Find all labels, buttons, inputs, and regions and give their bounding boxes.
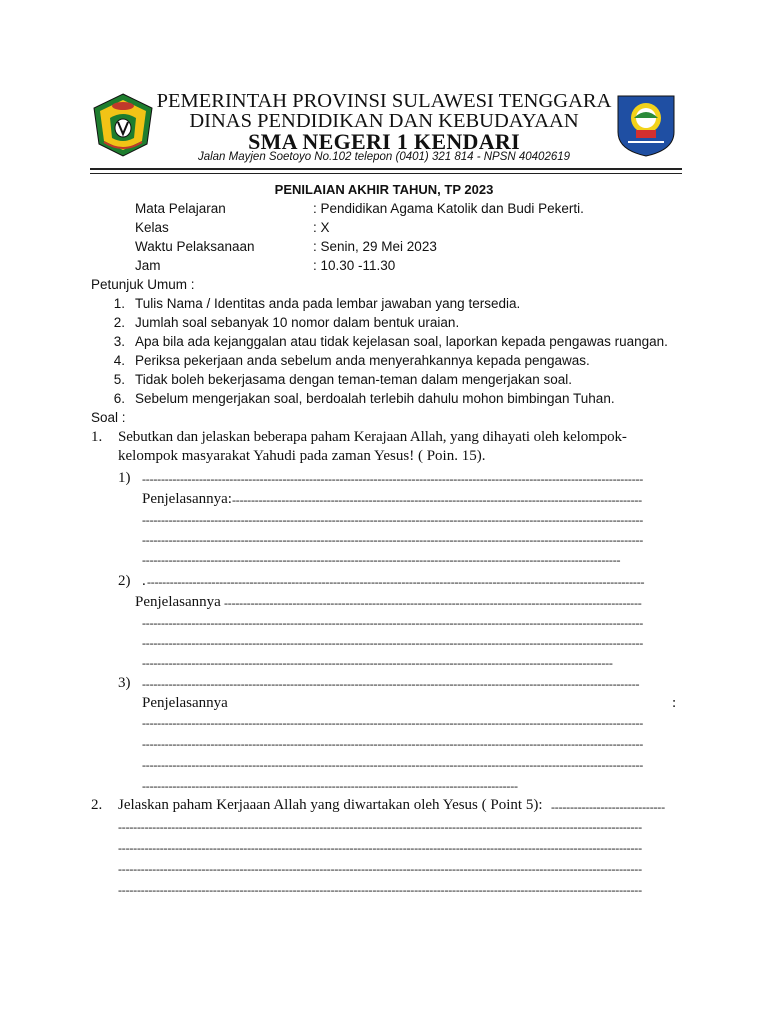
answer-line[interactable]: ------------------------------------------------------------------------------------------------------------------------------ bbox=[142, 553, 621, 567]
info-value-time: : 10.30 -11.30 bbox=[313, 258, 396, 273]
answer-line[interactable]: ------------------------------------------------------------------------------------------------------------------------------------------ bbox=[118, 862, 642, 876]
answer-line[interactable]: ------------------------------------------------------------------------------------------------------------------------------------ bbox=[142, 513, 644, 527]
instruction-number: 5. bbox=[113, 372, 125, 387]
answer-line[interactable]: ------------------------------------------------------------------------------------------------------------------------------------ bbox=[142, 533, 644, 547]
answer-line[interactable]: ------------------------------------------------------------------------------------------------------------------------------------ bbox=[142, 737, 644, 751]
info-label-class: Kelas bbox=[135, 220, 169, 235]
instruction-text: Jumlah soal sebanyak 10 nomor dalam bentuk uraian. bbox=[135, 315, 460, 330]
question-text-line: Jelaskan paham Kerjaaan Allah yang diwartakan oleh Yesus ( Point 5): bbox=[118, 797, 543, 813]
answer-line[interactable]: -------------------------------------------------------------------------------------------------------------- bbox=[224, 596, 642, 610]
instruction-text: Sebelum mengerjakan soal, berdoalah terlebih dahulu mohon bimbingan Tuhan. bbox=[135, 391, 615, 406]
instruction-text: Periksa pekerjaan anda sebelum anda menyerahkannya kepada pengawas. bbox=[135, 353, 590, 368]
info-value-class: : X bbox=[313, 220, 330, 235]
instruction-text: Apa bila ada kejanggalan atau tidak kejelasan soal, laporkan kepada pengawas ruangan. bbox=[135, 334, 668, 349]
answer-line[interactable]: ------------------------------------------------------------------------------------------------------------------------------------ bbox=[142, 616, 644, 630]
answer-line[interactable]: ----------------------------------------------------------------------------------------------------------------------------------- bbox=[147, 575, 645, 589]
question-text-line: Sebutkan dan jelaskan beberapa paham Kerajaan Allah, yang dihayati oleh kelompok- bbox=[118, 429, 627, 445]
question-number: 2. bbox=[91, 797, 103, 813]
instruction-number: 3. bbox=[113, 334, 125, 349]
info-value-subject: : Pendidikan Agama Katolik dan Budi Pekerti. bbox=[313, 201, 584, 216]
answer-line[interactable]: ------------------------------------------------------------------------------------------------------------------------------------------ bbox=[118, 883, 642, 897]
sub-answer-number: 2) bbox=[118, 573, 131, 589]
info-label-subject: Mata Pelajaran bbox=[135, 201, 226, 216]
dot-marker: . bbox=[142, 573, 146, 589]
questions-heading: Soal : bbox=[91, 410, 126, 425]
instruction-number: 1. bbox=[113, 296, 125, 311]
department-heading: DINAS PENDIDIKAN DAN KEBUDAYAAN bbox=[189, 110, 579, 132]
answer-line[interactable]: ------------------------------------------------------------------------------------------------------------------------------------------ bbox=[118, 820, 642, 834]
answer-line[interactable]: ------------------------------------------------------------------------------------------------------------------------------------------ bbox=[118, 841, 642, 855]
info-label-date: Waktu Pelaksanaan bbox=[135, 239, 255, 254]
instruction-number: 6. bbox=[113, 391, 125, 406]
answer-line[interactable]: ------------------------------------------------------------------------------------------------------------------------------------ bbox=[142, 716, 644, 730]
instruction-text: Tulis Nama / Identitas anda pada lembar jawaban yang tersedia. bbox=[135, 296, 521, 311]
explanation-label: Penjelasannya bbox=[142, 695, 228, 711]
instructions-heading: Petunjuk Umum : bbox=[91, 277, 195, 292]
info-value-date: : Senin, 29 Mei 2023 bbox=[313, 239, 437, 254]
question-text-line: kelompok masyarakat Yahudi pada zaman Yesus! ( Poin. 15). bbox=[118, 448, 486, 464]
header-divider-thin bbox=[90, 173, 682, 174]
explanation-label: Penjelasannya bbox=[135, 594, 221, 610]
info-label-time: Jam bbox=[135, 258, 161, 273]
instruction-number: 4. bbox=[113, 353, 125, 368]
answer-line[interactable]: ------------------------------------------------------------------------------------------------------------------------------------ bbox=[142, 472, 644, 486]
sub-answer-number: 1) bbox=[118, 470, 131, 486]
answer-line[interactable]: --------------------------------------------------------------------------------------------------- bbox=[142, 779, 518, 793]
government-heading: PEMERINTAH PROVINSI SULAWESI TENGGARA bbox=[156, 90, 612, 112]
answer-line[interactable]: ---------------------------------------------------------------------------------------------------------------------------- bbox=[142, 656, 613, 670]
answer-line[interactable]: ----------------------------------------------------------------------------------------------------------------------------------- bbox=[142, 677, 640, 691]
colon-marker: : bbox=[672, 695, 677, 711]
answer-line[interactable]: ------------------------------------------------------------------------------------------------------------------------------------ bbox=[142, 758, 644, 772]
school-name: SMA NEGERI 1 KENDARI bbox=[248, 129, 520, 154]
explanation-label: Penjelasannya: bbox=[142, 491, 232, 507]
question-number: 1. bbox=[91, 429, 103, 445]
answer-line[interactable]: ------------------------------------------------------------------------------------------------------------ bbox=[232, 493, 642, 507]
answer-line[interactable]: ------------------------------------------------------------------------------------------------------------------------------------ bbox=[142, 636, 644, 650]
school-address: Jalan Mayjen Soetoyo No.102 telepon (0401) 321 814 - NPSN 40402619 bbox=[197, 151, 571, 163]
exam-title: PENILAIAN AKHIR TAHUN, TP 2023 bbox=[274, 182, 494, 197]
header-divider-thick bbox=[90, 168, 682, 170]
instruction-number: 2. bbox=[113, 315, 125, 330]
sub-answer-number: 3) bbox=[118, 675, 131, 691]
answer-line[interactable]: ------------------------------ bbox=[551, 800, 665, 814]
instruction-text: Tidak boleh bekerjasama dengan teman-teman dalam mengerjakan soal. bbox=[135, 372, 573, 387]
